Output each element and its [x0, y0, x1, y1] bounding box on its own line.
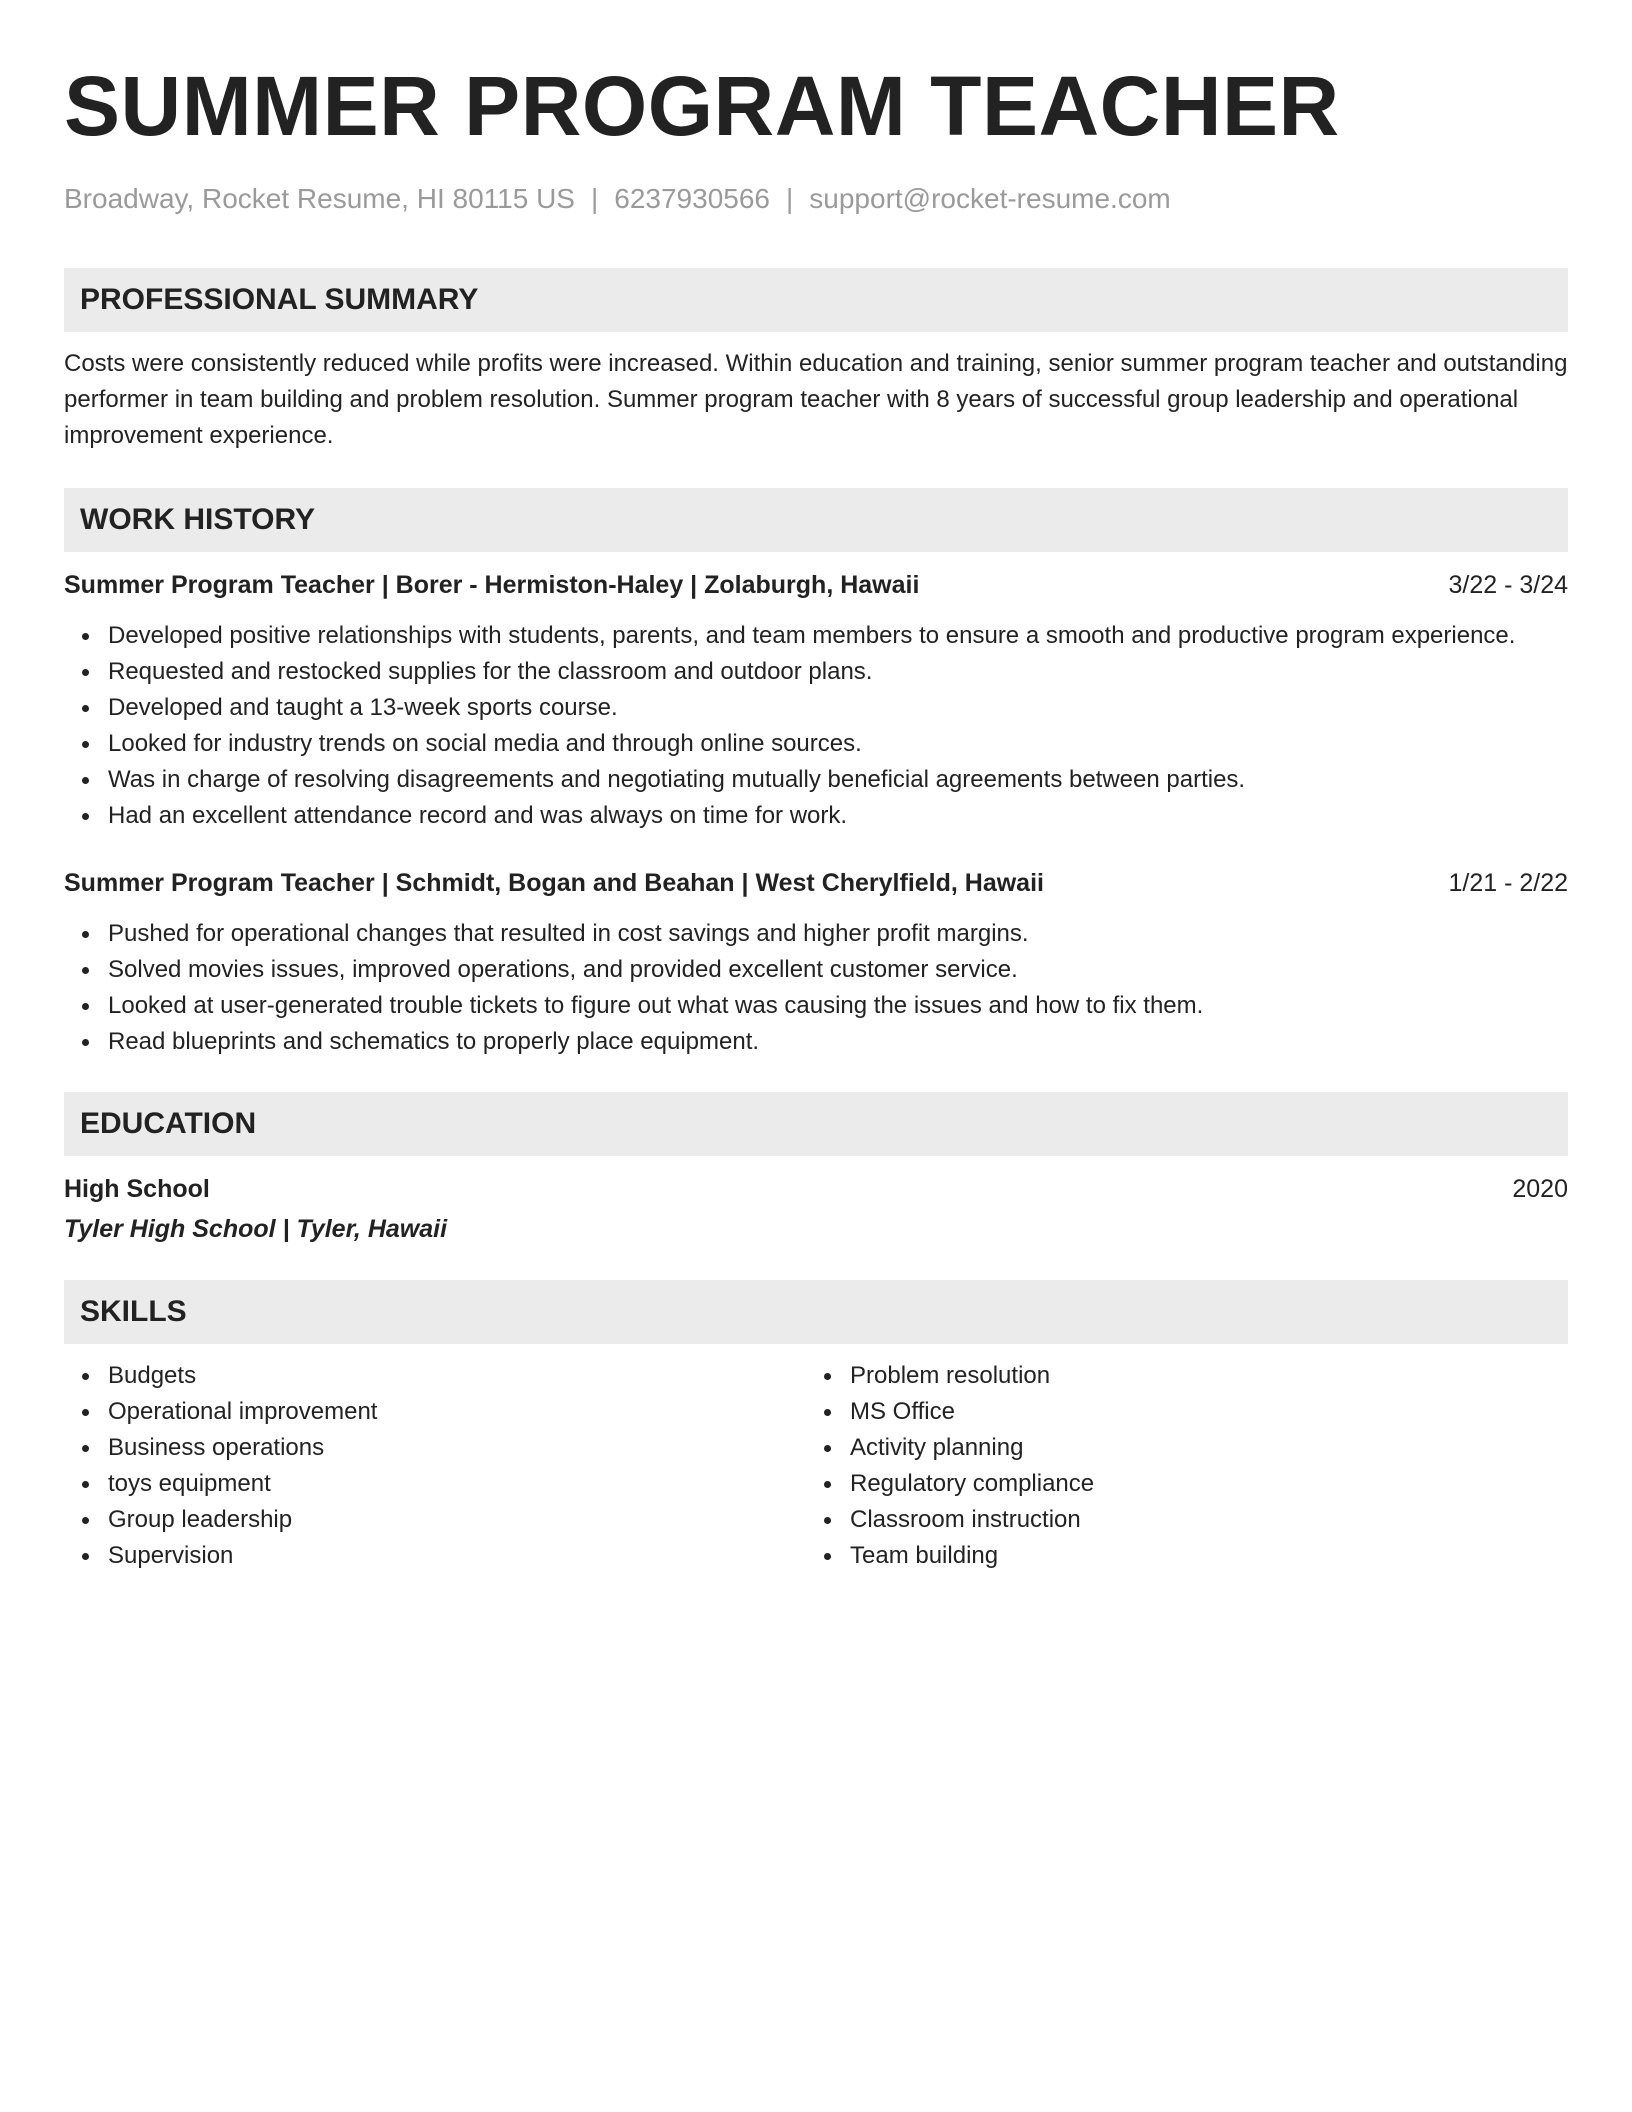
skill-item: Team building — [850, 1538, 1548, 1574]
skill-item: Operational improvement — [108, 1394, 806, 1430]
contact-address: Broadway, Rocket Resume, HI 80115 US — [64, 183, 575, 214]
skill-item: toys equipment — [108, 1466, 806, 1502]
job-bullet: Developed and taught a 13-week sports course. — [108, 690, 1568, 726]
job-bullet: Read blueprints and schematics to properly place equipment. — [108, 1024, 1568, 1060]
job-dates: 1/21 - 2/22 — [1448, 869, 1568, 897]
job-bullet-list — [64, 916, 1568, 1060]
job-entry — [64, 568, 1568, 834]
job-bullet: Was in charge of resolving disagreements and negotiating mutually beneficial agreements between parties. — [108, 762, 1568, 798]
section-header-education: EDUCATION — [64, 1092, 1568, 1156]
job-header — [64, 866, 1568, 900]
education-year: 2020 — [1512, 1175, 1568, 1203]
section-header-summary: PROFESSIONAL SUMMARY — [64, 268, 1568, 332]
job-bullet: Requested and restocked supplies for the classroom and outdoor plans. — [108, 654, 1568, 690]
skills-list — [64, 1358, 806, 1574]
job-entry — [64, 866, 1568, 1060]
section-header-skills: SKILLS — [64, 1280, 1568, 1344]
resume-name: SUMMER PROGRAM TEACHER — [64, 59, 1340, 153]
skill-item: Business operations — [108, 1430, 806, 1466]
job-bullet: Had an excellent attendance record and was always on time for work. — [108, 798, 1568, 834]
job-bullet: Solved movies issues, improved operations, and provided excellent customer service. — [108, 952, 1568, 988]
contact-phone: 6237930566 — [614, 183, 770, 214]
job-bullet: Looked at user-generated trouble tickets to figure out what was causing the issues and how to fix them. — [108, 988, 1568, 1024]
job-title: Summer Program Teacher | Schmidt, Bogan and Beahan | West Cherylfield, Hawaii — [64, 869, 1044, 897]
skill-item: Problem resolution — [850, 1358, 1548, 1394]
skill-item: Group leadership — [108, 1502, 806, 1538]
skills-list — [806, 1358, 1548, 1574]
skill-item: Classroom instruction — [850, 1502, 1548, 1538]
job-bullet: Developed positive relationships with students, parents, and team members to ensure a smooth and productive program experience. — [108, 618, 1568, 654]
contact-email: support@rocket-resume.com — [809, 183, 1171, 214]
contact-separator: | — [786, 183, 794, 214]
education-header — [64, 1172, 1568, 1206]
job-bullet: Looked for industry trends on social media and through online sources. — [108, 726, 1568, 762]
summary-text: Costs were consistently reduced while profits were increased. Within education and training, senior summer program teacher and outstanding performer in team building and problem resolution. Summer program teacher with 8 years of successful group leadership and operational improvement experience. — [64, 350, 1568, 449]
education-school: Tyler High School | Tyler, Hawaii — [64, 1215, 448, 1243]
skill-item: Activity planning — [850, 1430, 1548, 1466]
skills-column-right — [806, 1358, 1548, 1574]
job-header — [64, 568, 1568, 602]
contact-line — [64, 182, 1568, 216]
skills-column-left — [64, 1358, 806, 1574]
skill-item: Budgets — [108, 1358, 806, 1394]
skill-item: MS Office — [850, 1394, 1548, 1430]
skill-item: Regulatory compliance — [850, 1466, 1548, 1502]
job-title: Summer Program Teacher | Borer - Hermiston-Haley | Zolaburgh, Hawaii — [64, 571, 920, 599]
resume-page — [64, 0, 1568, 1574]
skills-columns — [64, 1358, 1568, 1574]
job-bullet-list — [64, 618, 1568, 834]
job-bullet: Pushed for operational changes that resulted in cost savings and higher profit margins. — [108, 916, 1568, 952]
education-degree: High School — [64, 1175, 210, 1203]
skill-item: Supervision — [108, 1538, 806, 1574]
section-header-work-history: WORK HISTORY — [64, 488, 1568, 552]
contact-separator: | — [590, 183, 599, 214]
job-dates: 3/22 - 3/24 — [1448, 571, 1568, 599]
